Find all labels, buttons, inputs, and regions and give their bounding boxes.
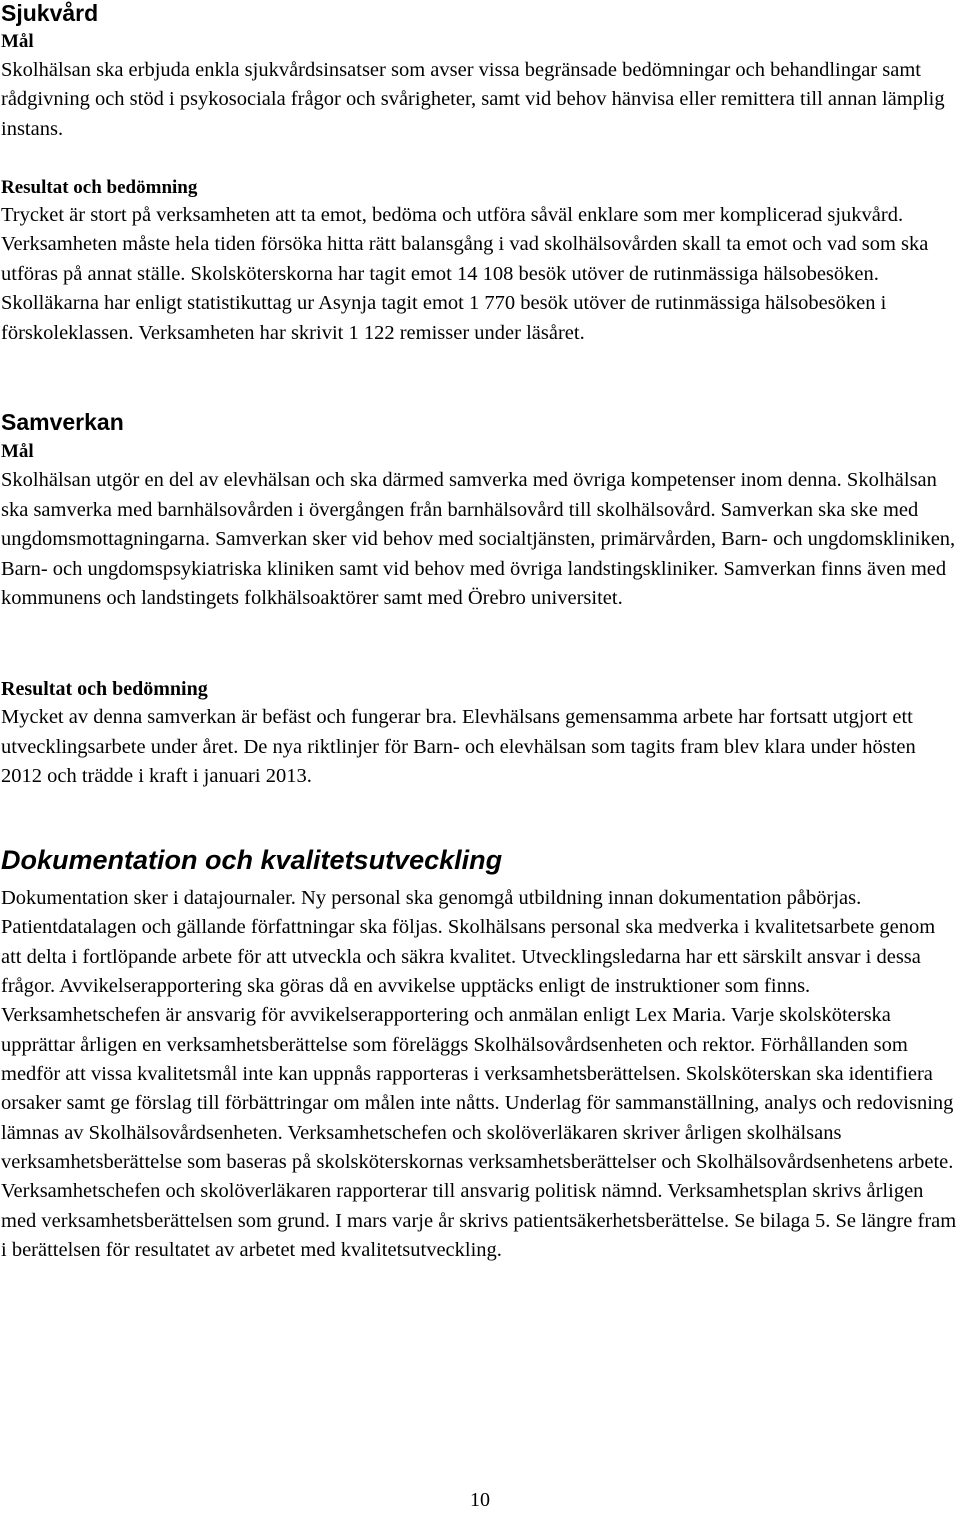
section-title-sjukvard: Sjukvård — [1, 0, 99, 26]
result-text-sjukvard: Trycket är stort på verksamheten att ta emot, bedöma och utföra såväl enklare som mer komplicerad sjukvård. Verksamheten måste hela tiden försöka hitta rätt balansgång i vad skolhälsovården skall ta emot och vad som ska utföras på annat ställe. Skolsköterskorna har tagit emot 14 108 besök utöver de rutinmässiga hälsobesöken. Skolläkarna har enligt statistikuttag ur Asynja tagit emot 1 770 besök utöver de rutinmässiga hälsobesöken i förskoleklassen. Verksamheten har skrivit 1 122 remisser under läsåret. — [1, 204, 929, 344]
section-title-samverkan: Samverkan — [1, 409, 124, 435]
result-heading-sjukvard: Resultat och bedömning — [1, 177, 198, 198]
goal-heading-sjukvard: Mål — [1, 31, 34, 52]
section-title-dokumentation: Dokumentation och kvalitetsutveckling — [1, 845, 503, 875]
goal-heading-samverkan: Mål — [1, 441, 34, 462]
goal-text-samverkan: Skolhälsan utgör en del av elevhälsan och ska därmed samverka med övriga kompetenser inom denna. Skolhälsan ska samverka med barnhälsovården i övergången från barnhälsovård till skolhälsovård. Samverkan ska ske med ungdomsmottagningarna. Samverkan sker vid behov med socialtjänsten, primärvården, Barn- och ungdomskliniken, Barn- och ungdomspsykiatriska kliniken samt vid behov med övriga landstingskliniker. Samverkan finns även med kommunens och landstingets folkhälsoaktörer samt med Örebro universitet. — [1, 469, 956, 609]
result-heading-samverkan: Resultat och bedömning — [1, 678, 208, 700]
result-text-samverkan: Mycket av denna samverkan är befäst och fungerar bra. Elevhälsans gemensamma arbete har fortsatt utgjort ett utvecklingsarbete under året. De nya riktlinjer för Barn- och elevhälsan som tagits fram blev klara under hösten 2012 och trädde i kraft i januari 2013. — [1, 706, 916, 787]
documentation-text: Dokumentation sker i datajournaler. Ny personal ska genomgå utbildning innan dokumentation påbörjas. Patientdatalagen och gällande författningar ska följas. Skolhälsans personal ska medverka i kvalitetsarbete genom att delta i fortlöpande arbete för att utveckla och säkra kvalitet. Utvecklingsledarna har ett särskilt ansvar i dessa frågor. Avvikelserapportering ska göras då en avvikelse upptäcks enligt de instruktioner som finns. Verksamhetschefen är ansvarig för avvikelserapportering och anmälan enligt Lex Maria. Varje skolsköterska upprättar årligen en verksamhetsberättelse som föreläggs Skolhälsovårdsenheten och rektor. Förhållanden som medför att vissa kvalitetsmål inte kan uppnås rapporteras i verksamhetsberättelsen. Skolsköterskan ska identifiera orsaker samt ge förslag till förbättringar om målen inte nåtts. Underlag för sammanställning, analys och redovisning lämnas av Skolhälsovårdsenheten. Verksamhetschefen och skolöverläkaren skriver årligen skolhälsans verksamhetsberättelse som baseras på skolsköterskornas verksamhetsberättelser och Skolhälsovårdsenhetens arbete. Verksamhetschefen och skolöverläkaren rapporterar till ansvarig politisk nämnd. Verksamhetsplan skrivs årligen med verksamhetsberättelsen som grund. I mars varje år skrivs patientsäkerhetsberättelse. Se bilaga 5. Se längre fram i berättelsen för resultatet av arbetet med kvalitetsutveckling. — [1, 887, 957, 1261]
goal-text-sjukvard: Skolhälsan ska erbjuda enkla sjukvårdsinsatser som avser vissa begränsade bedömningar och behandlingar samt rådgivning och stöd i psykosociala frågor och svårigheter, samt vid behov hänvisa eller remittera till annan lämplig instans. — [1, 59, 945, 140]
page-number: 10 — [470, 1489, 490, 1511]
